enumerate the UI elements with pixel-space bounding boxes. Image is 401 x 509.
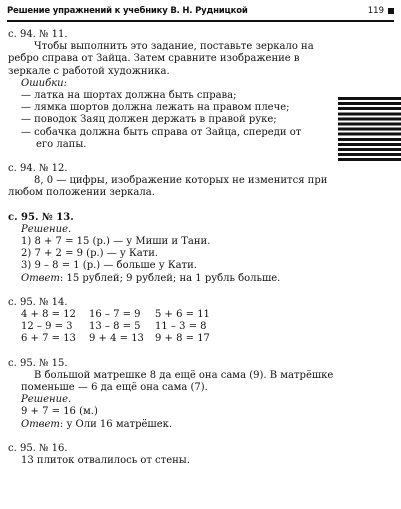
- header-title: Решение упражнений к учебнику В. Н. Рудницкой: [7, 6, 248, 16]
- exercise-title: с. 95. № 16.: [8, 442, 68, 454]
- equation: 6 + 7 = 13: [21, 333, 76, 345]
- paragraph-line: ребро справа от Зайца. Затем сравните изображение в: [8, 53, 300, 65]
- exercise-title: с. 94. № 11.: [8, 29, 68, 40]
- error-item: — собачка должна быть справа от Зайца, спереди от: [21, 126, 302, 138]
- equation: 5 + 6 = 11: [155, 309, 210, 321]
- page-content: [8, 29, 336, 467]
- paragraph-line: Чтобы выполнить это задание, поставьте зеркало на: [34, 41, 314, 53]
- exercise-15: [8, 358, 336, 431]
- exercise-title: с. 95. № 13.: [8, 211, 74, 223]
- exercise-title: с. 95. № 14.: [8, 296, 68, 308]
- equation: 9 + 4 = 13: [89, 333, 144, 345]
- answer-line: [21, 273, 336, 285]
- solution-step: 9 + 7 = 16 (м.): [21, 406, 98, 418]
- exercise-16: [8, 443, 336, 467]
- exercise-12: [8, 163, 336, 200]
- page-number: 119: [367, 6, 384, 16]
- equation: 9 + 8 = 17: [155, 333, 210, 345]
- answer-line: [21, 419, 336, 431]
- exercise-title: с. 95. № 15.: [8, 357, 68, 369]
- square-marker-icon: [388, 8, 394, 14]
- solution-step: 2) 7 + 2 = 9 (р.) — у Кати.: [21, 248, 159, 260]
- equation: 11 – 3 = 8: [155, 321, 207, 333]
- solution-step: 1) 8 + 7 = 15 (р.) — у Миши и Тани.: [21, 236, 211, 248]
- error-item: — поводок Заяц должен держать в правой руке;: [21, 114, 277, 126]
- error-item: — лямка шортов должна лежать на правом плече;: [21, 102, 290, 114]
- equation-row: [21, 321, 336, 333]
- errors-label: Ошибки:: [21, 77, 67, 89]
- paragraph-line: зеркале с работой художника.: [8, 65, 170, 77]
- equation: 4 + 8 = 12: [21, 309, 76, 321]
- equation-row: [21, 333, 336, 345]
- page-header: [7, 6, 394, 22]
- solution-label: Решение.: [21, 223, 72, 235]
- solution-step: 3) 9 – 8 = 1 (р.) — больше у Кати.: [21, 260, 197, 272]
- exercise-11: [8, 29, 336, 151]
- answer-text: : 15 рублей; 9 рублей; на 1 рубль больше.: [59, 272, 281, 284]
- exercise-13: [8, 212, 336, 285]
- paragraph-line: поменьше — 6 да ещё она сама (7).: [21, 382, 208, 394]
- error-item-continuation: его лапы.: [36, 138, 87, 150]
- striped-tab-decoration: [338, 97, 401, 163]
- paragraph-line: 13 плиток отвалилось от стены.: [21, 455, 190, 467]
- paragraph-line: В большой матрешке 8 да ещё она сама (9). В матрёшке: [34, 369, 334, 381]
- paragraph-line: 8, 0 — цифры, изображение которых не изменится при: [34, 175, 328, 187]
- equation: 16 – 7 = 9: [89, 309, 141, 321]
- answer-label: Ответ: [21, 418, 60, 430]
- error-item: — латка на шортах должна быть справа;: [21, 90, 237, 102]
- answer-text: : у Оли 16 матрёшек.: [59, 418, 173, 430]
- paragraph-line: любом положении зеркала.: [8, 187, 155, 199]
- exercise-14: [8, 297, 336, 346]
- equation-row: [21, 309, 336, 321]
- answer-label: Ответ: [21, 272, 60, 284]
- equation: 13 – 8 = 5: [89, 321, 141, 333]
- solution-label: Решение.: [21, 394, 72, 406]
- exercise-title: с. 94. № 12.: [8, 163, 68, 175]
- equation: 12 – 9 = 3: [21, 321, 73, 333]
